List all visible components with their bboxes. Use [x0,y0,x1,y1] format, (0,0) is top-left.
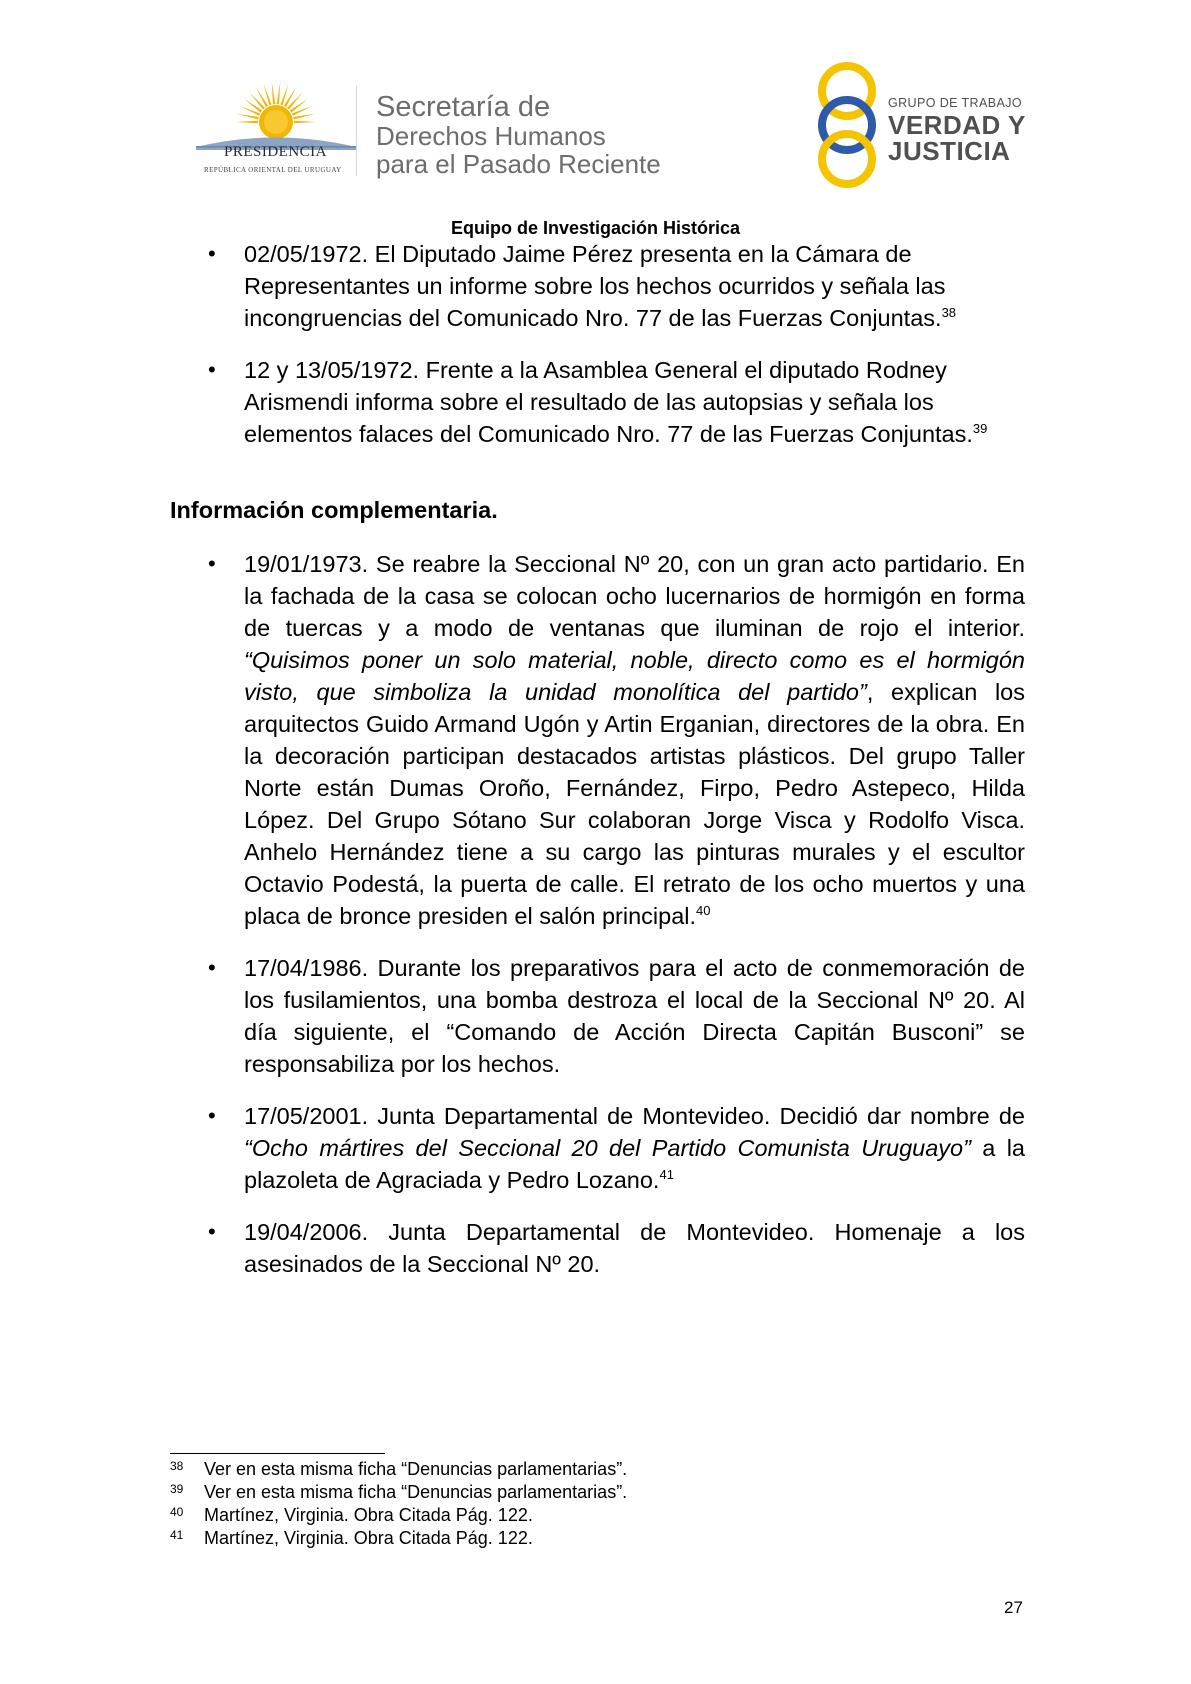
grupo-big-line-1: VERDAD Y [888,110,1026,140]
item-text: 02/05/1972. El Diputado Jaime Pérez presenta en la Cámara de Representantes un informe sobre los hechos ocurridos y señala las incongruencias del Comunicado Nro. 77 de las Fuerzas Conjuntas. [244,241,946,331]
secretaria-line-3: para el Pasado Reciente [376,149,661,179]
footnote-ref: 38 [941,305,957,321]
item-quote: “Ocho mártires del Seccional 20 del Partido Comunista Uruguayo” [244,1135,971,1161]
list-item [244,548,1025,932]
footnote-ref: 39 [972,421,988,437]
presidencia-subtitle: REPÚBLICA ORIENTAL DEL URUGUAY [204,166,342,174]
rings-emblem-icon [814,62,880,188]
footnote-text: Martínez, Virginia. Obra Citada Pág. 122. [204,1528,533,1548]
footnote-number: 41 [170,1528,184,1542]
item-quote: “Quisimos poner un solo material, noble, directo como es el hormigón visto, que simboliza la unidad monolítica del partido” [244,647,1025,705]
footnote [170,1504,533,1527]
item-text: 19/04/2006. Junta Departamental de Montevideo. Homenaje a los asesinados de la Seccional Nº 20. [244,1219,1025,1277]
item-text-post: a la plazoleta de Agraciada y Pedro Lozano. [244,1135,1025,1193]
bullet-icon: • [208,241,216,266]
secretaria-line-1: Secretaría de [376,91,551,123]
item-text: 12 y 13/05/1972. Frente a la Asamblea General el diputado Rodney Arismendi informa sobre el resultado de las autopsias y señala los elementos falaces del Comunicado Nro. 77 de las Fuerzas Conjuntas. [244,357,973,447]
footnote-ref: 40 [696,903,711,919]
presidencia-text: PRESIDENCIA [224,144,328,160]
footnote-ref: 41 [659,1167,674,1183]
footnote [170,1481,627,1504]
bullet-icon: • [208,1103,216,1128]
secretaria-line-2: Derechos Humanos [376,121,606,151]
sun-emblem-icon [196,80,356,150]
list-item [244,1100,1025,1196]
footnote-number: 38 [170,1459,184,1473]
footnote-number: 40 [170,1505,184,1519]
footnote-text: Ver en esta misma ficha “Denuncias parlamentarias”. [204,1459,628,1479]
header-divider [356,86,357,176]
footnote-text: Ver en esta misma ficha “Denuncias parlamentarias”. [204,1482,628,1502]
item-text: 17/05/2001. Junta Departamental de Montevideo. Decidió dar nombre de [244,1103,1025,1129]
footnote [170,1527,533,1550]
footnote-text: Martínez, Virginia. Obra Citada Pág. 122. [204,1505,533,1525]
grupo-big-line-2: JUSTICIA [888,136,1011,166]
presidencia-logo [196,80,356,180]
bullet-icon: • [208,955,216,980]
list-item [244,354,1025,450]
item-text-post: , explican los arquitectos Guido Armand Ugón y Artin Erganian, directores de la obra. En la decoración participan destacados artistas plásticos. Del grupo Taller Norte están Dumas Oroño, Fernández, Firpo, Pedro Astepeco, Hilda López. Del Grupo Sótano Sur colaboran Jorge Visca y Rodolfo Visca. Anhelo Hernández tiene a su cargo las pinturas murales y el escultor Octavio Podestá, la puerta de calle. El retrato de los ocho muertos y una placa de bronce presiden el salón principal. [244,679,1025,929]
section-heading: Información complementaria. [170,497,498,523]
list-item [244,1216,1025,1280]
list-item [244,238,1025,334]
bullet-icon: • [208,1219,216,1244]
team-title: Equipo de Investigación Histórica [450,218,741,238]
verdad-justicia-logo [814,62,1034,188]
page-number: 27 [1004,1598,1023,1617]
footnote-rule [170,1453,385,1454]
bullet-icon: • [208,357,216,382]
list-item [244,952,1025,1080]
item-text: 17/04/1986. Durante los preparativos para el acto de conmemoración de los fusilamientos, una bomba destroza el local de la Seccional Nº 20. Al día siguiente, el “Comando de Acción Directa Capitán Busconi” se responsabiliza por los hechos. [244,955,1025,1077]
footnote-number: 39 [170,1482,184,1496]
grupo-small-text: GRUPO DE TRABAJO [888,96,1022,110]
footnote [170,1458,627,1481]
secretaria-block [376,92,661,178]
item-text: 19/01/1973. Se reabre la Seccional Nº 20, con un gran acto partidario. En la fachada de la casa se colocan ocho lucernarios de hormigón en forma de tuercas y a modo de ventanas que iluminan de rojo el interior. [244,551,1025,641]
bullet-icon: • [208,551,216,576]
